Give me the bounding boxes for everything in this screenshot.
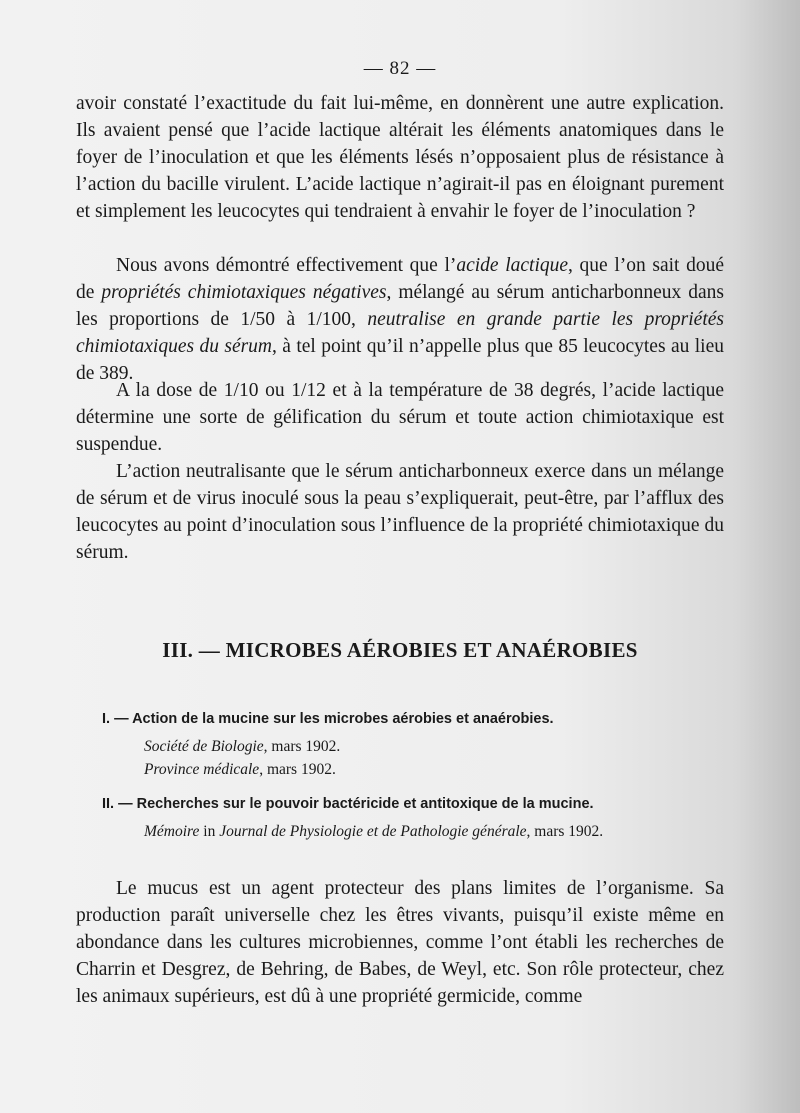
section-heading: III. — MICROBES AÉROBIES ET ANAÉROBIES — [162, 638, 638, 662]
p2-text-1: Nous avons démontré effectivement que l’ — [116, 255, 457, 276]
paragraph-2 — [76, 252, 724, 387]
entry-2-ref-1-date: , mars 1902. — [526, 823, 604, 840]
paragraph-1: avoir constaté l’exactitude du fait lui-même, en donnèrent une autre explication. Ils avaient pensé que l’acide lactique altérait les éléments anatomiques dans le foyer de l’inoculation et que les éléments lésés n’opposaient plus de résistance à l’action du bacille virulent. L’acide lactique n’agirait-il pas en éloignant purement et simplement les leucocytes qui tendraient à envahir le foyer de l’inoculation ? — [76, 93, 724, 222]
p2-italic-3: neutralise en grande partie les propriétés chimiotaxiques du sérum — [76, 309, 725, 357]
p2-text-2: , que l’on sait doué de — [76, 255, 724, 303]
p2-italic-1: acide lactique — [456, 255, 569, 276]
entry-1-ref-2-journal: Province médicale — [144, 761, 260, 778]
entry-1-ref-1-journal: Société de Biologie — [144, 738, 264, 755]
paragraph-5: Le mucus est un agent protecteur des plans limites de l’organisme. Sa production paraît universelle chez les êtres vivants, puisqu’il existe même en abondance dans les cultures microbiennes, comme l’ont établi les recherches de Charrin et Desgrez, de Behring, de Babes, de Weyl, etc. Son rôle protecteur, chez les animaux supérieurs, est dû à une propriété germicide, comme — [76, 878, 724, 1007]
entry-2-ref-1 — [144, 823, 744, 841]
p2-italic-2: propriétés chimiotaxiques négatives — [101, 282, 387, 303]
entry-2-ref-1-prefix: Mémoire — [144, 823, 200, 840]
paragraph-3: A la dose de 1/10 ou 1/12 et à la température de 38 degrés, l’acide lactique détermine une sorte de gélification du sérum et toute action chimiotaxique est suspendue. — [76, 380, 724, 455]
entry-1-ref-1-date: , mars 1902. — [263, 738, 341, 755]
p2-text-3: , mélangé au sérum anticharbonneux dans les proportions de 1/50 à 1/100, — [76, 282, 725, 330]
entry-1-ref-2-date: , mars 1902. — [259, 761, 336, 778]
entry-1-ref-2 — [144, 761, 744, 779]
entry-2-ref-1-mid: in — [199, 823, 220, 840]
entry-1-ref-1 — [144, 738, 744, 756]
p2-text-4: , à tel point qu’il n’appelle plus que 85 leucocytes au lieu de 389. — [76, 336, 724, 384]
entry-2-title: II. — Recherches sur le pouvoir bactéricide et antitoxique de la mucine. — [102, 796, 594, 812]
entry-1-title: I. — Action de la mucine sur les microbes aérobies et anaérobies. — [102, 711, 554, 727]
entry-2-ref-1-journal: Journal de Physiologie et de Pathologie générale — [219, 823, 527, 840]
page-number: — 82 — — [363, 58, 437, 79]
paragraph-4: L’action neutralisante que le sérum anticharbonneux exerce dans un mélange de sérum et de virus inoculé sous la peau s’expliquerait, peut-être, par l’afflux des leucocytes au point d’inoculation sous l’influence de la propriété chimiotaxique du sérum. — [76, 461, 724, 563]
